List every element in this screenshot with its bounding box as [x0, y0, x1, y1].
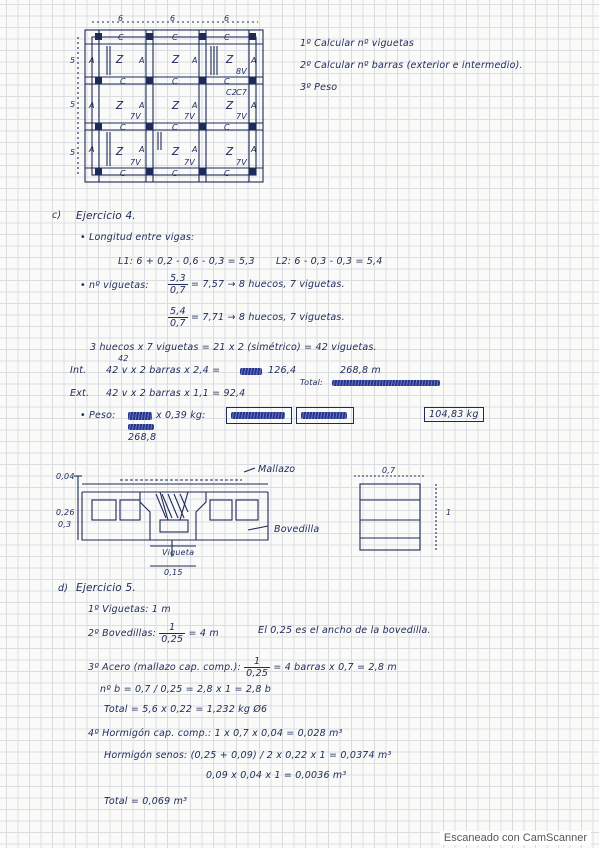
- ej5-item-1: 1º Viguetas: 1 m: [88, 604, 171, 615]
- ej4-marker: c): [52, 210, 62, 221]
- plan-side-a: A: [251, 145, 257, 154]
- plan-beam-label: C: [120, 123, 126, 132]
- section-h2: 0,26: [56, 508, 75, 517]
- ej5-item-2-result: = 4 m: [188, 628, 219, 639]
- ej4-peso-expr: x 0,39 kg:: [156, 410, 206, 421]
- plan-beam-label: C: [120, 77, 126, 86]
- ej4-l1: L1: 6 + 0,2 - 0,6 - 0,3 = 5,3: [118, 256, 255, 267]
- plan-dim-left-2: 5: [70, 100, 76, 109]
- task-3: 3º Peso: [300, 82, 338, 93]
- ej5-item-2: [88, 622, 219, 645]
- section-vigueta: Vigueta: [162, 548, 195, 557]
- plan-beam-label: C: [172, 123, 178, 132]
- plan-slab-8v: 8V: [236, 67, 247, 76]
- plan-slab-z: Z: [172, 54, 180, 66]
- ej5-item-2-note: El 0,25 es el ancho de la bovedilla.: [258, 625, 431, 636]
- ej5-item-2-label: 2º Bovedillas:: [88, 628, 157, 639]
- plan-side-a: A: [192, 101, 198, 110]
- plan-side-a: A: [192, 56, 198, 65]
- task-1: 1º Calcular nº viguetas: [300, 38, 415, 49]
- ej5-marker: d): [58, 583, 69, 594]
- plan-slab-7v: 7V: [236, 158, 247, 167]
- ej5-item-3-line2: nº b = 0,7 / 0,25 = 2,8 x 1 = 2,8 b: [100, 684, 272, 695]
- plan-slab-z: Z: [226, 100, 234, 112]
- plan-slab-z: Z: [172, 100, 180, 112]
- ej4-viguetas-label: • nº viguetas:: [80, 280, 149, 291]
- frac1-num: 5,3: [170, 273, 186, 284]
- plan-beam-label: C: [172, 77, 178, 86]
- ej5-total: Total = 0,069 m³: [104, 796, 188, 807]
- plan-slab-z: Z: [116, 146, 124, 158]
- frac1-result: = 7,57 → 8 huecos, 7 viguetas.: [190, 279, 345, 290]
- plan-dim-top-2: 6: [170, 14, 176, 23]
- plan-beam-label: C: [224, 169, 230, 178]
- ej4-peso-result: 104,83 kg: [424, 407, 484, 422]
- ej4-l2: L2: 6 - 0,3 - 0,3 = 5,4: [276, 256, 383, 267]
- ej4-int-expr: 42 v x 2 barras x 2,4 =: [106, 365, 221, 376]
- plan-side-a: A: [89, 101, 95, 110]
- frac2-den: 0,7: [170, 318, 186, 329]
- plan-slab-7v: 7V: [236, 112, 247, 121]
- ej4-title: Ejercicio 4.: [76, 210, 136, 222]
- plan-dim-top-3: 6: [224, 14, 230, 23]
- plan-beam-label: C: [224, 33, 230, 42]
- plan-slab-z: Z: [226, 146, 234, 158]
- plan-slab-7v: 7V: [130, 112, 141, 121]
- ej5-frac2-num: 1: [159, 622, 185, 634]
- camscanner-footer: Escaneado con CamScanner: [440, 831, 591, 845]
- section-side-width: 0,7: [382, 466, 396, 475]
- ej4-int-label: Int.: [70, 365, 87, 376]
- frac2-result: = 7,71 → 8 huecos, 7 viguetas.: [190, 312, 345, 323]
- plan-beam-label: C: [224, 123, 230, 132]
- ej4-int-total: 268,8 m: [340, 365, 381, 376]
- plan-side-a: A: [89, 145, 95, 154]
- section-side-height: 1: [446, 508, 452, 517]
- ej5-frac3-den: 0,25: [246, 668, 269, 679]
- plan-beam-label: C: [120, 169, 126, 178]
- section-h1: 0,04: [56, 472, 75, 481]
- plan-slab-7v: 7V: [184, 158, 195, 167]
- section-mallazo: Mallazo: [258, 464, 296, 475]
- plan-dim-left-3: 5: [70, 148, 76, 157]
- ej5-item-3-label: 3º Acero (mallazo cap. comp.):: [88, 662, 241, 673]
- plan-beam-label: C: [172, 169, 178, 178]
- frac2-num: 5,4: [170, 306, 186, 317]
- ej5-frac2-den: 0,25: [161, 634, 184, 645]
- plan-side-a: A: [251, 56, 257, 65]
- ej4-ext-label: Ext.: [70, 388, 90, 399]
- ej5-item-4-line2: Hormigón senos: (0,25 + 0,09) / 2 x 0,22 x 1 = 0,0374 m³: [104, 750, 392, 761]
- ej5-item-3-total: Total = 5,6 x 0,22 = 1,232 kg Ø6: [104, 704, 268, 715]
- ej4-total-label: Total:: [300, 378, 323, 387]
- plan-note-c7: C7: [236, 88, 248, 97]
- plan-side-a: A: [139, 101, 145, 110]
- section-width: 0,15: [164, 568, 183, 577]
- ej4-int-value: 126,4: [268, 365, 297, 376]
- ej4-peso-label: • Peso:: [80, 410, 116, 421]
- plan-slab-z: Z: [116, 100, 124, 112]
- ej5-item-4-line1: 4º Hormigón cap. comp.: 1 x 0,7 x 0,04 = 0,028 m³: [88, 728, 343, 739]
- section-h3: 0,3: [58, 520, 72, 529]
- plan-beam-label: C: [118, 33, 124, 42]
- ej5-item-3-result: = 4 barras x 0,7 = 2,8 m: [273, 662, 397, 673]
- section-bovedilla: Bovedilla: [274, 524, 320, 535]
- ej4-total-viguetas: 3 huecos x 7 viguetas = 21 x 2 (simétrico) = 42 viguetas.: [90, 342, 377, 353]
- ej5-item-3: [88, 656, 397, 679]
- plan-slab-z: Z: [116, 54, 124, 66]
- plan-dim-left-1: 5: [70, 56, 76, 65]
- plan-side-a: A: [89, 56, 95, 65]
- ej5-frac3-num: 1: [244, 656, 270, 668]
- plan-side-a: A: [251, 101, 257, 110]
- ej4-longitud-label: • Longitud entre vigas:: [80, 232, 195, 243]
- ej5-title: Ejercicio 5.: [76, 582, 136, 594]
- plan-slab-z: Z: [172, 146, 180, 158]
- ej5-item-4-line3: 0,09 x 0,04 x 1 = 0,0036 m³: [206, 770, 347, 781]
- ej4-int-small: 42: [118, 354, 129, 363]
- plan-slab-7v: 7V: [130, 158, 141, 167]
- ej4-peso-under: 268,8: [128, 432, 157, 443]
- plan-side-a: A: [139, 56, 145, 65]
- frac1-den: 0,7: [170, 285, 186, 296]
- task-2: 2º Calcular nº barras (exterior e intermedio).: [300, 60, 523, 71]
- plan-note-c2: C2: [226, 88, 238, 97]
- plan-beam-label: C: [172, 33, 178, 42]
- plan-side-a: A: [192, 145, 198, 154]
- plan-slab-7v: 7V: [184, 112, 195, 121]
- ej4-ext-expr: 42 v x 2 barras x 1,1 = 92,4: [106, 388, 246, 399]
- plan-slab-z: Z: [226, 54, 234, 66]
- plan-beam-label: C: [224, 77, 230, 86]
- plan-dim-top-1: 6: [118, 14, 124, 23]
- plan-side-a: A: [139, 145, 145, 154]
